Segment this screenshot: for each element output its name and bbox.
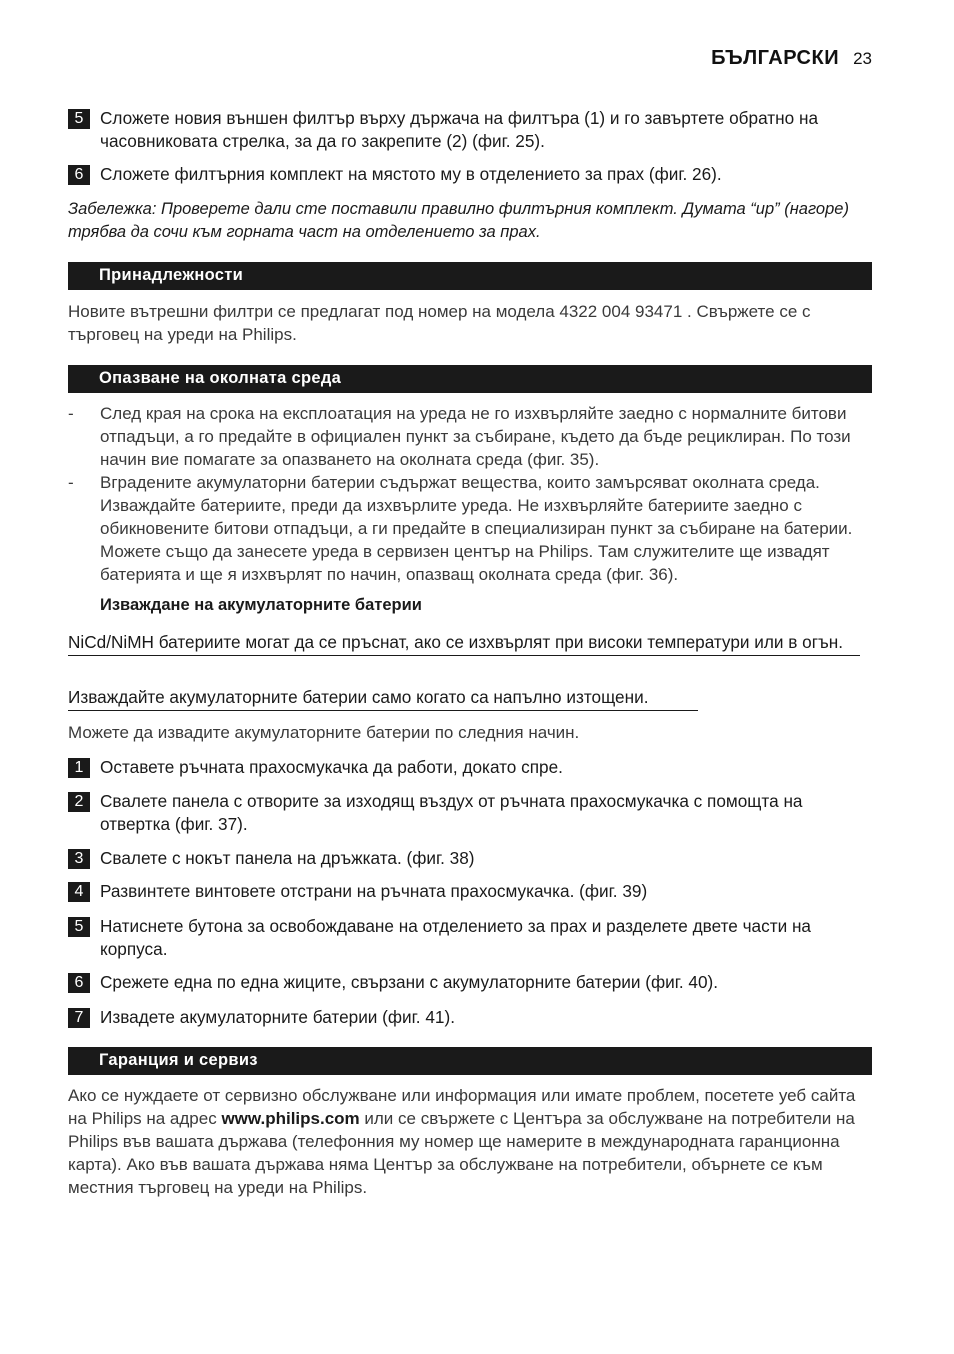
section-title: Гаранция и сервиз	[99, 1051, 258, 1069]
dash-bullet: -	[68, 473, 74, 492]
note: Забележка: Проверете дали сте поставили правилно филтърния комплект. Думата “up” (нагоре) трябва да сочи към горната част на отделението за прах.	[68, 200, 849, 241]
step-text: Сложете филтърния комплект на мястото му в отделението за прах (фиг. 26).	[100, 164, 722, 184]
step-number-badge: 5	[68, 917, 90, 937]
step-text: Оставете ръчната прахосмукачка да работи, докато спре.	[100, 757, 563, 777]
accessories-body: Новите вътрешни филтри се предлагат под номер на модела 4322 004 93471 . Свържете се с търговец на уреди на Philips.	[68, 302, 811, 344]
step-text: Срежете една по една жиците, свързани с акумулаторните батерии (фиг. 40).	[100, 972, 719, 992]
guarantee-text: Ако се нуждаете от сервизно обслужване или информация или имате проблем, посетете уеб сайта на Philips на адрес	[68, 1086, 856, 1128]
step-number-badge: 7	[68, 1008, 90, 1028]
list-item	[68, 402, 872, 471]
warning-2	[68, 686, 698, 711]
step-number-badge: 2	[68, 792, 90, 812]
removal-step-6	[68, 971, 872, 994]
page-number: 23	[853, 49, 872, 68]
step-number-badge: 5	[68, 109, 90, 129]
guarantee-body	[68, 1084, 872, 1199]
removal-step-5	[68, 915, 872, 961]
philips-website-link[interactable]: www.philips.com	[221, 1109, 360, 1128]
step-text: Свалете с нокът панела на дръжката. (фиг. 38)	[100, 848, 475, 868]
removal-step-7	[68, 1006, 872, 1029]
section-title: Принадлежности	[99, 266, 244, 284]
step-text: Натиснете бутона за освобождаване на отделението за прах и разделете двете части на корпуса.	[100, 916, 811, 959]
list-item-text: След края на срока на експлоатация на уреда не го изхвърляйте заедно с нормалните битови отпадъци, а го предайте в официален пункт за събиране, където да бъде рециклиран. По този начин вие помагате за опазването на околната среда (фиг. 35).	[100, 404, 851, 469]
section-bar-guarantee	[68, 1047, 872, 1075]
subheading: Изваждане на акумулаторните батерии	[100, 596, 422, 614]
step-text: Сложете новия външен филтър върху държача на филтъра (1) и го завъртете обратно на часовниковата стрелка, за да го закрепите (2) (фиг. 25).	[100, 108, 819, 151]
page-header	[711, 47, 872, 70]
removal-step-4	[68, 880, 872, 903]
step-text: Извадете акумулаторните батерии (фиг. 41).	[100, 1007, 455, 1027]
removal-intro: Можете да извадите акумулаторните батерии по следния начин.	[68, 723, 580, 742]
warning-text: Изваждайте акумулаторните батерии само когато са напълно изтощени.	[68, 686, 698, 711]
warning-text: NiCd/NiMH батериите могат да се пръснат, ако се изхвърлят при високи температури или в огън.	[68, 631, 860, 656]
step-number-badge: 6	[68, 973, 90, 993]
section-bar-accessories	[68, 262, 872, 290]
removal-step-1	[68, 756, 872, 779]
warning-1	[68, 631, 860, 656]
guarantee-text: или се свържете с Центъра за обслужване на потребители на Philips във вашата държава (телефонния му номер ще намерите в международната гаранционна карта). Ако във вашата държава няма Център за обслужване на потребители, обърнете се към местния търговец на уреди на Philips.	[68, 1109, 855, 1197]
filter-step-5	[68, 107, 872, 153]
step-number-badge: 4	[68, 882, 90, 902]
step-number-badge: 3	[68, 849, 90, 869]
dash-bullet: -	[68, 404, 74, 423]
step-text: Свалете панела с отворите за изходящ въздух от ръчната прахосмукачка с помощта на отвертка (фиг. 37).	[100, 791, 803, 834]
section-title: Опазване на околната среда	[99, 369, 342, 387]
language-label: БЪЛГАРСКИ	[711, 47, 840, 69]
removal-step-2	[68, 790, 872, 836]
removal-step-3	[68, 847, 872, 870]
step-number-badge: 1	[68, 758, 90, 778]
filter-step-6	[68, 163, 872, 186]
list-item-text: Вградените акумулаторни батерии съдържат вещества, които замърсяват околната среда. Изваждайте батериите, преди да изхвърлите уреда. Не изхвърляйте батериите заедно с обикновените битови отпадъци, а ги предайте в специализиран пункт за събиране на батерии. Можете също да занесете уреда в сервизен център на Philips. Там служителите ще извадят батерията и ще я изхвърлят по начин, опазващ околната среда (фиг. 36).	[100, 473, 853, 584]
step-number-badge: 6	[68, 165, 90, 185]
step-text: Развинтете винтовете отстрани на ръчната прахосмукачка. (фиг. 39)	[100, 881, 648, 901]
list-item	[68, 471, 872, 586]
section-bar-environment	[68, 365, 872, 393]
